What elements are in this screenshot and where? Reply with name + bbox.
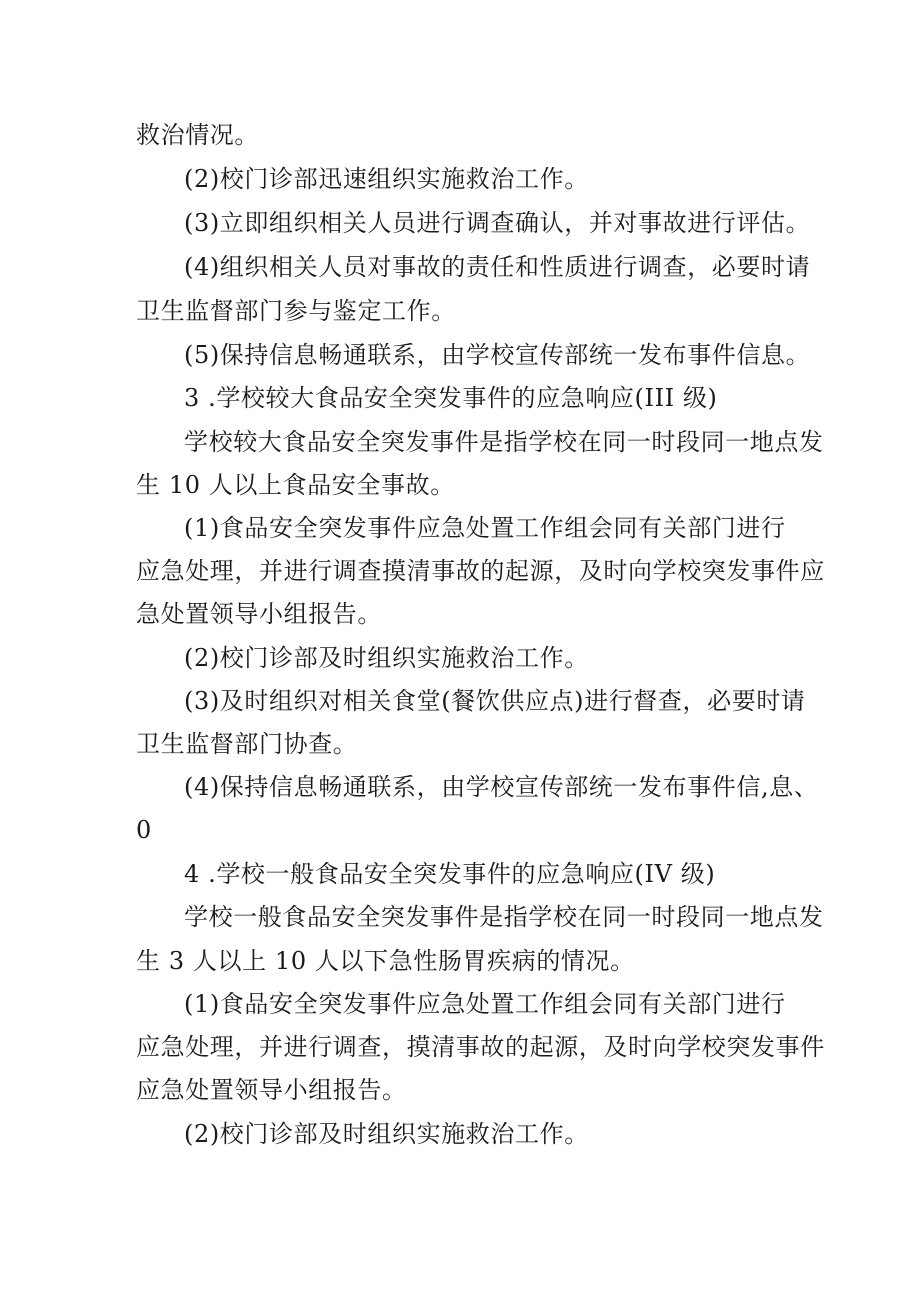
text-line: (5)保持信息畅通联系，由学校宣传部统一发布事件信息。 (184, 341, 811, 369)
text-line: 学校一般食品安全突发事件是指学校在同一时段同一地点发 (184, 903, 824, 931)
text-line: 学校较大食品安全突发事件是指学校在同一时段同一地点发 (184, 428, 824, 456)
text-line: 生 3 人以上 10 人以下急性肠胃疾病的情况。 (136, 947, 635, 975)
text-line: 0 (136, 816, 152, 844)
text-line: 应急处理，并进行调查摸清事故的起源，及时向学校突发事件应 (136, 557, 825, 585)
text-line: (3)立即组织相关人员进行调查确认，并对事故进行评估。 (184, 209, 811, 237)
text-line: (4)组织相关人员对事故的责任和性质进行调查，必要时请 (184, 253, 811, 281)
section-heading: 3 .学校较大食品安全突发事件的应急响应(III 级) (184, 384, 718, 412)
text-line: (3)及时组织对相关食堂(餐饮供应点)进行督查，必要时请 (184, 687, 806, 715)
text-line: 急处置领导小组报告。 (136, 600, 382, 628)
text-line: (4)保持信息畅通联系，由学校宣传部统一发布事件信,息、 (184, 773, 819, 801)
text-line: 救治情况。 (136, 121, 259, 149)
text-line: (2)校门诊部及时组织实施救治工作。 (184, 644, 589, 672)
text-line: (2)校门诊部迅速组织实施救治工作。 (184, 165, 589, 193)
text-line: 应急处理，并进行调查，摸清事故的起源，及时向学校突发事件 (136, 1033, 825, 1061)
text-line: (1)食品安全突发事件应急处置工作组会同有关部门进行 (184, 990, 786, 1018)
text-line: (2)校门诊部及时组织实施救治工作。 (184, 1120, 589, 1148)
text-line: 卫生监督部门参与鉴定工作。 (136, 297, 456, 325)
text-line: (1)食品安全突发事件应急处置工作组会同有关部门进行 (184, 514, 786, 542)
text-line: 应急处置领导小组报告。 (136, 1076, 407, 1104)
text-line: 生 10 人以上食品安全事故。 (136, 471, 455, 499)
section-heading: 4 .学校一般食品安全突发事件的应急响应(IV 级) (184, 860, 716, 888)
text-line: 卫生监督部门协查。 (136, 730, 358, 758)
